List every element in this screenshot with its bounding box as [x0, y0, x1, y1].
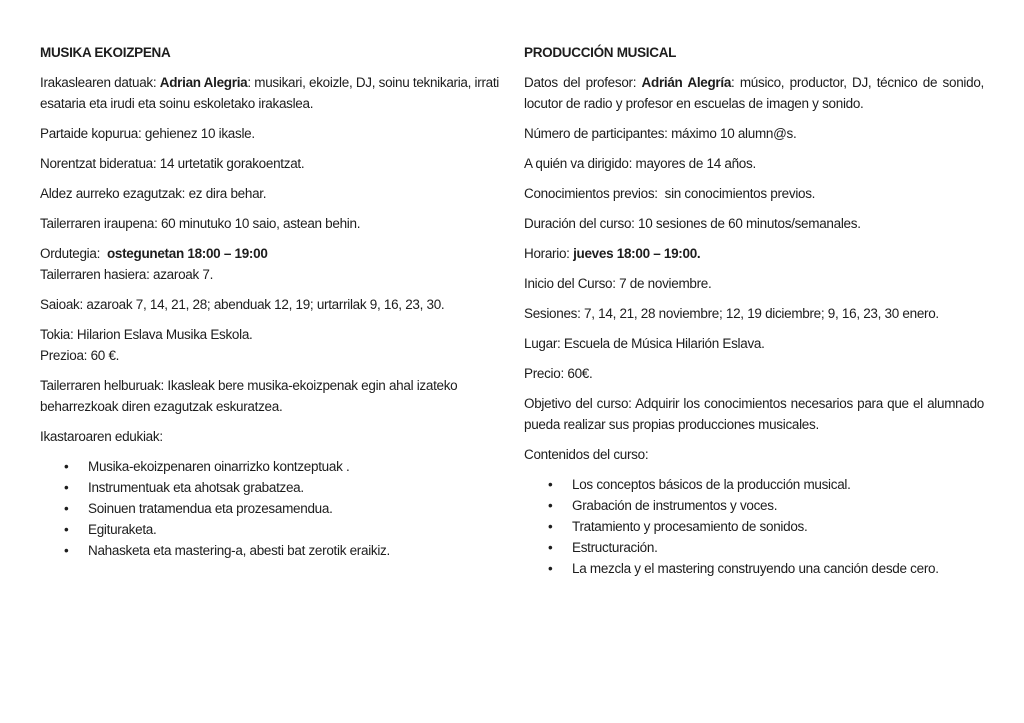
- bullet-icon: •: [64, 480, 69, 495]
- paragraph: [40, 243, 500, 285]
- bullet-icon: •: [548, 498, 553, 513]
- paragraph: [40, 375, 500, 417]
- text-run: Tailerraren hasiera: azaroak 7.: [40, 267, 214, 282]
- paragraph: [40, 213, 500, 234]
- text-run: Inicio del Curso: 7 de noviembre.: [524, 276, 712, 291]
- section-title-spanish: PRODUCCIÓN MUSICAL: [524, 45, 677, 60]
- paragraph: [524, 183, 984, 204]
- paragraph: [524, 213, 984, 234]
- list-item-text: La mezcla y el mastering construyendo una canción desde cero.: [572, 561, 939, 576]
- text-run: Irakaslearen datuak:: [40, 75, 160, 90]
- list-item: [64, 519, 500, 540]
- right-column-body: [524, 72, 984, 579]
- text-run: Ikastaroaren edukiak:: [40, 429, 163, 444]
- text-run: : músico, productor, DJ, técnico de sonido, locutor de radio y profesor en escuelas de imagen y sonido.: [524, 75, 984, 111]
- text-run: Contenidos del curso:: [524, 447, 649, 462]
- list-item: [548, 495, 984, 516]
- bullet-list: [524, 474, 984, 579]
- paragraph: [524, 363, 984, 384]
- list-item: [548, 516, 984, 537]
- text-run: : musikari, ekoizle, DJ, soinu teknikaria, irrati esataria eta irudi eta soinu eskoletako irakaslea.: [40, 75, 499, 111]
- paragraph: [40, 426, 500, 447]
- right-column: [524, 42, 984, 681]
- text-run: Tokia: Hilarion Eslava Musika Eskola.: [40, 327, 253, 342]
- text-run: Aldez aurreko ezagutzak: ez dira behar.: [40, 186, 267, 201]
- list-item: [64, 477, 500, 498]
- bullet-icon: •: [64, 459, 69, 474]
- list-item-text: Egituraketa.: [88, 522, 157, 537]
- text-run: Horario:: [524, 246, 574, 261]
- bullet-icon: •: [64, 501, 69, 516]
- list-item: [64, 456, 500, 477]
- bullet-icon: •: [548, 540, 553, 555]
- paragraph: [524, 123, 984, 144]
- list-item-text: Nahasketa eta mastering-a, abesti bat zerotik eraikiz.: [88, 543, 390, 558]
- bullet-icon: •: [548, 561, 553, 576]
- text-run-bold: ostegunetan 18:00 – 19:00: [106, 246, 268, 261]
- list-item: [548, 558, 984, 579]
- paragraph: [40, 324, 500, 366]
- paragraph: [524, 72, 984, 114]
- text-run-bold: jueves 18:00 – 19:00.: [573, 246, 701, 261]
- paragraph: [524, 273, 984, 294]
- text-run: Saioak: azaroak 7, 14, 21, 28; abenduak 12, 19; urtarrilak 9, 16, 23, 30.: [40, 297, 445, 312]
- list-item-text: Musika-ekoizpenaren oinarrizko kontzeptuak .: [88, 459, 350, 474]
- list-item-text: Tratamiento y procesamiento de sonidos.: [572, 519, 808, 534]
- paragraph: [524, 444, 984, 465]
- paragraph: [40, 72, 500, 114]
- list-item-text: Instrumentuak eta ahotsak grabatzea.: [88, 480, 304, 495]
- bullet-icon: •: [64, 522, 69, 537]
- text-run: Lugar: Escuela de Música Hilarión Eslava.: [524, 336, 765, 351]
- text-run: A quién va dirigido: mayores de 14 años.: [524, 156, 756, 171]
- bullet-icon: •: [548, 519, 553, 534]
- bullet-icon: •: [64, 543, 69, 558]
- text-run: Objetivo del curso: Adquirir los conocimientos necesarios para que el alumnado pueda realizar sus propias producciones musicales.: [524, 396, 984, 432]
- text-run: Conocimientos previos: sin conocimientos previos.: [524, 186, 816, 201]
- left-column: [40, 42, 500, 681]
- text-run-bold: Adrian Alegria: [159, 75, 248, 90]
- list-item: [64, 498, 500, 519]
- text-run: Número de participantes: máximo 10 alumn@s.: [524, 126, 797, 141]
- paragraph: [524, 303, 984, 324]
- bullet-list: [40, 456, 500, 561]
- text-run: Datos del profesor:: [524, 75, 642, 90]
- text-run: Tailerraren helburuak: Ikasleak bere musika-ekoizpenak egin ahal izateko beharrezkoak diren ezagutzak eskuratzea.: [40, 378, 458, 414]
- left-column-body: [40, 72, 500, 561]
- text-run: Tailerraren iraupena: 60 minutuko 10 saio, astean behin.: [40, 216, 361, 231]
- paragraph: [524, 333, 984, 354]
- paragraph: [40, 153, 500, 174]
- text-run: Precio: 60€.: [524, 366, 593, 381]
- paragraph: [524, 393, 984, 435]
- paragraph: [524, 243, 984, 264]
- paragraph: [40, 183, 500, 204]
- text-run: Ordutegia:: [40, 246, 107, 261]
- paragraph: [524, 153, 984, 174]
- list-item: [548, 537, 984, 558]
- bullet-icon: •: [548, 477, 553, 492]
- text-run: Duración del curso: 10 sesiones de 60 minutos/semanales.: [524, 216, 861, 231]
- text-run-bold: Adrián Alegría: [641, 75, 732, 90]
- text-run: Prezioa: 60 €.: [40, 348, 120, 363]
- paragraph: [40, 294, 500, 315]
- list-item: [64, 540, 500, 561]
- text-run: Norentzat bideratua: 14 urtetatik gorakoentzat.: [40, 156, 305, 171]
- list-item: [548, 474, 984, 495]
- text-run: Partaide kopurua: gehienez 10 ikasle.: [40, 126, 255, 141]
- list-item-text: Grabación de instrumentos y voces.: [572, 498, 778, 513]
- list-item-text: Soinuen tratamendua eta prozesamendua.: [88, 501, 333, 516]
- list-item-text: Los conceptos básicos de la producción musical.: [572, 477, 851, 492]
- paragraph: [40, 123, 500, 144]
- text-run: Sesiones: 7, 14, 21, 28 noviembre; 12, 19 diciembre; 9, 16, 23, 30 enero.: [524, 306, 939, 321]
- list-item-text: Estructuración.: [572, 540, 658, 555]
- section-title-basque: MUSIKA EKOIZPENA: [40, 45, 171, 60]
